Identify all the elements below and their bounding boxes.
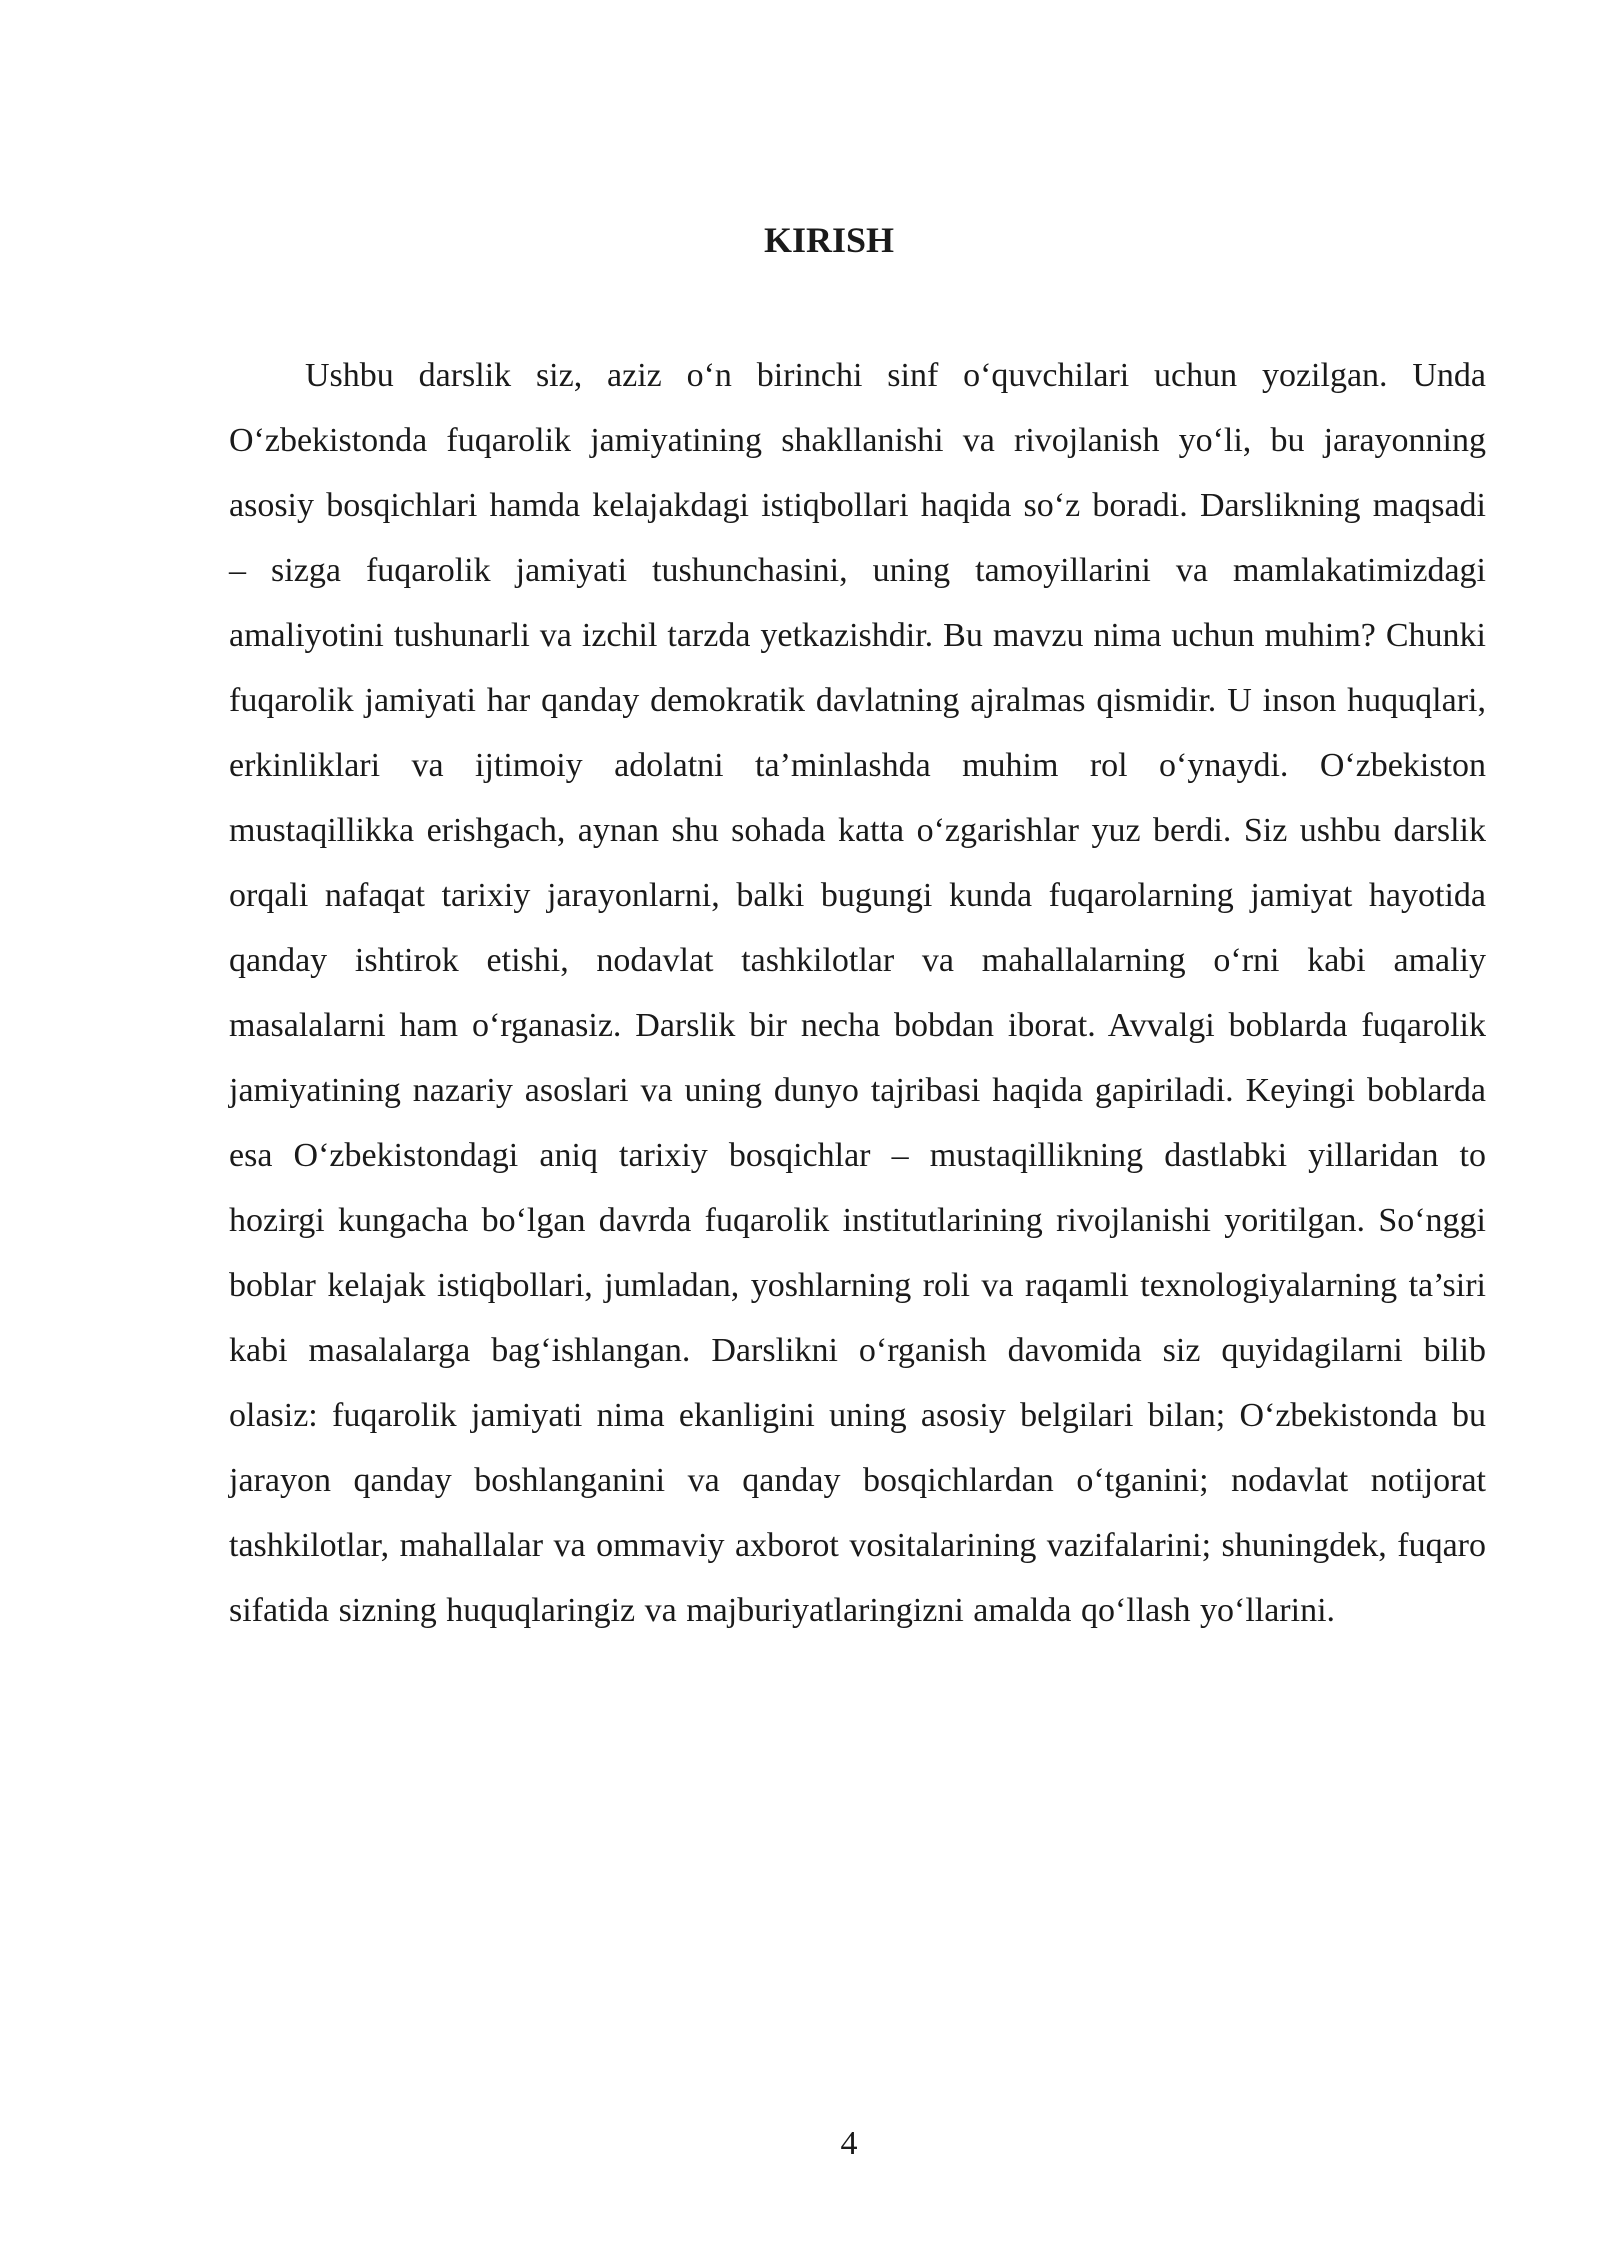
body-paragraph: Ushbu darslik siz, aziz o‘n birinchi sinf o‘quvchilari uchun yozilgan. Unda O‘zbekistonda fuqarolik jamiyatining shakllanishi va rivojlanish yo‘li, bu jarayonning asosiy bosqichlari hamda kelajakdagi istiqbollari haqida so‘z boradi. Darslikning maqsadi – sizga fuqarolik jamiyati tushunchasini, uning tamoyillarini va mamlakatimizdagi amaliyotini tushunarli va izchil tarzda yetkazishdir. Bu mavzu nima uchun muhim? Chunki fuqarolik jamiyati har qanday demokratik davlatning ajralmas qismidir. U inson huquqlari, erkinliklari va ijtimoiy adolatni ta’minlashda muhim rol o‘ynaydi. O‘zbekiston mustaqillikka erishgach, aynan shu sohada katta o‘zgarishlar yuz berdi. Siz ushbu darslik orqali nafaqat tarixiy jarayonlarni, balki bugungi kunda fuqarolarning jamiyat hayotida qanday ishtirok etishi, nodavlat tashkilotlar va mahallalarning o‘rni kabi amaliy masalalarni ham o‘rganasiz. Darslik bir necha bobdan iborat. Avvalgi boblarda fuqarolik jamiyatining nazariy asoslari va uning dunyo tajribasi haqida gapiriladi. Keyingi boblarda esa O‘zbekistondagi aniq tarixiy bosqichlar – mustaqillikning dastlabki yillaridan to hozirgi kungacha bo‘lgan davrda fuqarolik institutlarining rivojlanishi yoritilgan. So‘nggi boblar kelajak istiqbollari, jumladan, yoshlarning roli va raqamli texnologiyalarning ta’siri kabi masalalarga bag‘ishlangan. Darslikni o‘rganish davomida siz quyidagilarni bilib olasiz: fuqarolik jamiyati nima ekanligini uning asosiy belgilari bilan; O‘zbekistonda bu jarayon qanday boshlanganini va qanday bosqichlardan o‘tganini; nodavlat notijorat tashkilotlar, mahallalar va ommaviy axborot vositalarining vazifalarini; shuningdek, fuqaro sifatida sizning huquqlaringiz va majburiyatlaringizni amalda qo‘llash yo‘llarini. — [229, 357, 1486, 1629]
page-number: 4 — [840, 2125, 858, 2162]
page-heading: KIRISH — [763, 220, 895, 260]
